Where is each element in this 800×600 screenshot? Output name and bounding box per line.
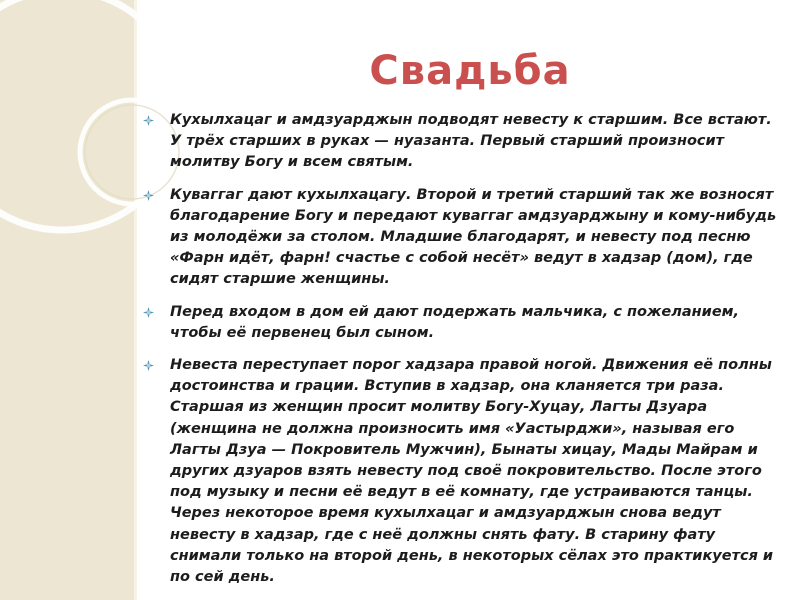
list-item <box>140 355 780 588</box>
sparkle-bullet-icon <box>143 360 154 371</box>
paragraph-text: Куваггаг дают кухылхацагу. Второй и третий старший так же возносят благодарение Богу и передают куваггаг амдзуарджыну и кому-нибудь из молодёжи за столом. Младшие благодарят, и невесту под песню «Фарн идёт, фарн! счастье с собой несёт» ведут в хадзар (дом), где сидят старшие женщины. <box>170 186 777 288</box>
sparkle-bullet-icon <box>143 115 154 126</box>
paragraph-text: Кухылхацаг и амдзуарджын подводят невесту к старшим. Все встают. У трёх старших в руках — нуазанта. Первый старший произносит молитву Богу и всем святым. <box>170 112 772 171</box>
sparkle-bullet-icon <box>143 190 154 201</box>
list-item <box>140 302 780 344</box>
slide-title: Свадьба <box>369 48 571 94</box>
list-item <box>140 110 780 174</box>
list-item <box>140 185 780 291</box>
bullet-list <box>140 110 780 599</box>
paragraph-text: Невеста переступает порог хадзара правой ногой. Движения её полны достоинства и грации. Вступив в хадзар, она кланяется три раза. Старшая из женщин просит молитву Богу-Хуцау, Лагты Дзуара (женщина не должна произносить имя «Уастырджи», называя его Лагты Дзуа — Покровитель Мужчин), Бынаты хицау, Мады Майрам и других дзуаров взять невесту под своё покровительство. После этого под музыку и песни её ведут в её комнату, где устраиваются танцы. Через некоторое время кухылхацаг и амдзуарджын снова ведут невесту в хадзар, где с неё должны снять фату. В старину фату снимали только на второй день, в некоторых сёлах это практикуется и по сей день. <box>170 357 774 586</box>
paragraph-text: Перед входом в дом ей дают подержать мальчика, с пожеланием, чтобы её первенец был сыном. <box>170 303 740 341</box>
sparkle-bullet-icon <box>143 307 154 318</box>
